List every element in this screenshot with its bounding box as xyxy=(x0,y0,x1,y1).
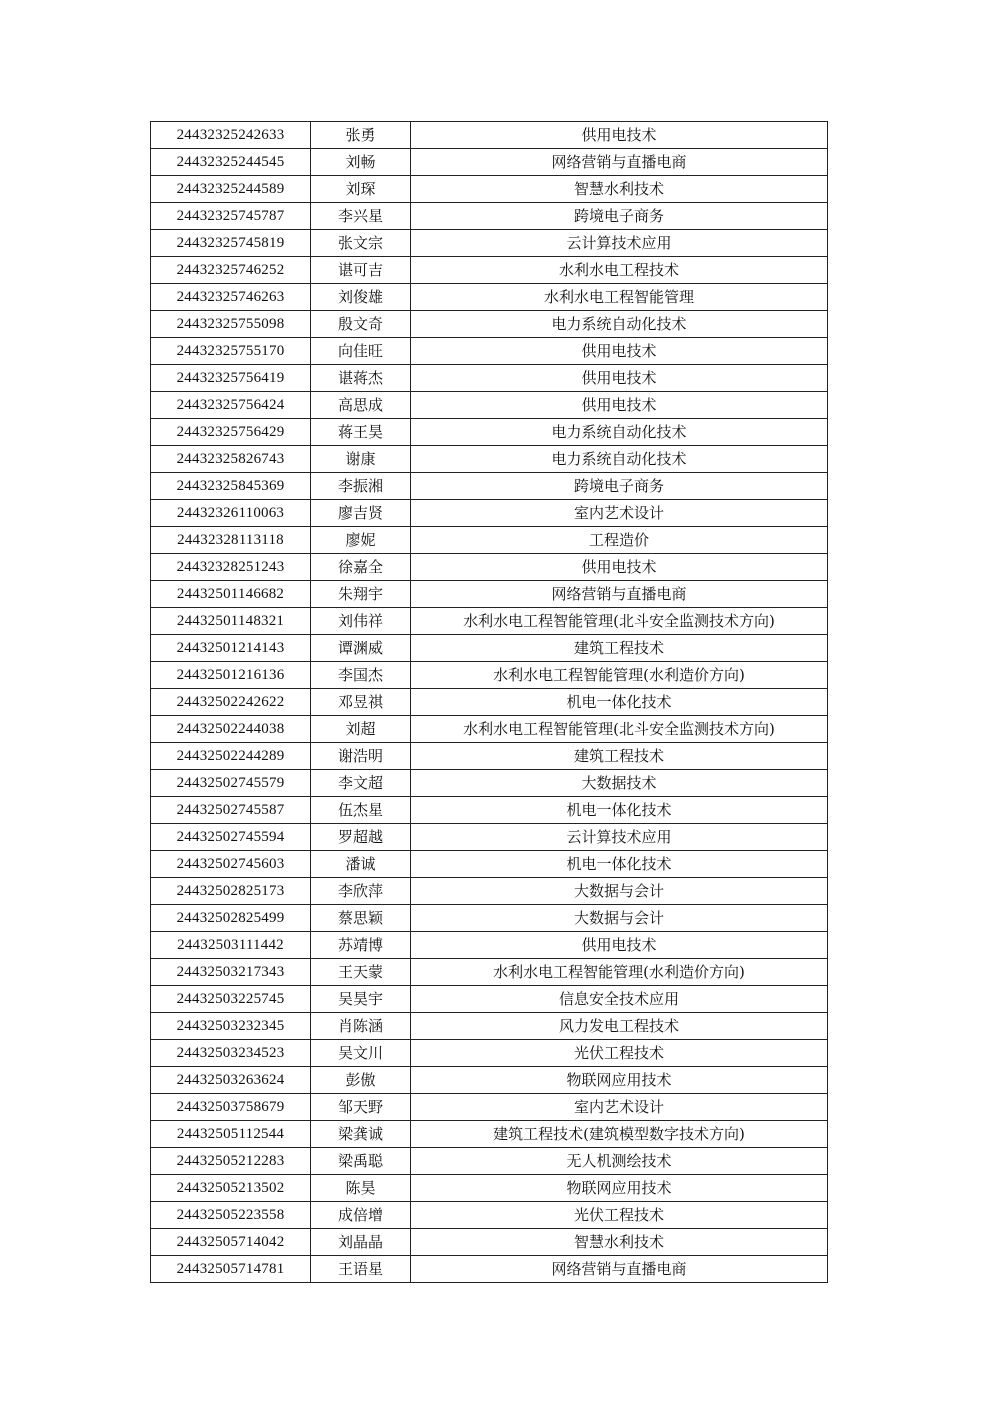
major-cell: 供用电技术 xyxy=(411,338,828,365)
table-row xyxy=(151,500,828,527)
student-name-cell: 刘琛 xyxy=(311,176,411,203)
major-cell: 无人机测绘技术 xyxy=(411,1148,828,1175)
table-row xyxy=(151,203,828,230)
table-row xyxy=(151,446,828,473)
table-row xyxy=(151,473,828,500)
table-row xyxy=(151,986,828,1013)
student-id-cell: 24432502745579 xyxy=(151,770,311,797)
major-cell: 智慧水利技术 xyxy=(411,1229,828,1256)
student-major-table xyxy=(150,121,828,1283)
student-id-cell: 24432328113118 xyxy=(151,527,311,554)
student-name-cell: 李欣萍 xyxy=(311,878,411,905)
student-name-cell: 肖陈涵 xyxy=(311,1013,411,1040)
major-cell: 信息安全技术应用 xyxy=(411,986,828,1013)
major-cell: 云计算技术应用 xyxy=(411,824,828,851)
student-id-cell: 24432505212283 xyxy=(151,1148,311,1175)
major-cell: 供用电技术 xyxy=(411,554,828,581)
student-id-cell: 24432325755098 xyxy=(151,311,311,338)
table-row xyxy=(151,608,828,635)
table-row xyxy=(151,1121,828,1148)
student-id-cell: 24432325756424 xyxy=(151,392,311,419)
table-row xyxy=(151,284,828,311)
student-name-cell: 彭傲 xyxy=(311,1067,411,1094)
student-name-cell: 梁龚诚 xyxy=(311,1121,411,1148)
major-cell: 网络营销与直播电商 xyxy=(411,149,828,176)
table-row xyxy=(151,392,828,419)
table-row xyxy=(151,932,828,959)
major-cell: 大数据与会计 xyxy=(411,878,828,905)
major-cell: 光伏工程技术 xyxy=(411,1040,828,1067)
student-name-cell: 刘晶晶 xyxy=(311,1229,411,1256)
major-cell: 光伏工程技术 xyxy=(411,1202,828,1229)
major-cell: 网络营销与直播电商 xyxy=(411,1256,828,1283)
major-cell: 供用电技术 xyxy=(411,932,828,959)
student-name-cell: 谭渊威 xyxy=(311,635,411,662)
student-name-cell: 谢康 xyxy=(311,446,411,473)
table-row xyxy=(151,1067,828,1094)
student-name-cell: 向佳旺 xyxy=(311,338,411,365)
student-name-cell: 梁禹聪 xyxy=(311,1148,411,1175)
table-row xyxy=(151,122,828,149)
student-name-cell: 张文宗 xyxy=(311,230,411,257)
table-row xyxy=(151,1202,828,1229)
student-name-cell: 谌可吉 xyxy=(311,257,411,284)
table-row xyxy=(151,1175,828,1202)
student-id-cell: 24432503263624 xyxy=(151,1067,311,1094)
major-cell: 电力系统自动化技术 xyxy=(411,311,828,338)
student-id-cell: 24432503225745 xyxy=(151,986,311,1013)
student-name-cell: 罗超越 xyxy=(311,824,411,851)
student-id-cell: 24432505213502 xyxy=(151,1175,311,1202)
table-row xyxy=(151,905,828,932)
major-cell: 工程造价 xyxy=(411,527,828,554)
table-row xyxy=(151,1094,828,1121)
student-id-cell: 24432325845369 xyxy=(151,473,311,500)
student-id-cell: 24432502745587 xyxy=(151,797,311,824)
student-name-cell: 潘诚 xyxy=(311,851,411,878)
table-row xyxy=(151,554,828,581)
table-row xyxy=(151,581,828,608)
student-id-cell: 24432501146682 xyxy=(151,581,311,608)
student-name-cell: 王天蒙 xyxy=(311,959,411,986)
student-id-cell: 24432328251243 xyxy=(151,554,311,581)
major-cell: 供用电技术 xyxy=(411,392,828,419)
student-id-cell: 24432503234523 xyxy=(151,1040,311,1067)
student-name-cell: 苏靖博 xyxy=(311,932,411,959)
major-cell: 云计算技术应用 xyxy=(411,230,828,257)
student-name-cell: 朱翔宇 xyxy=(311,581,411,608)
student-name-cell: 蒋王昊 xyxy=(311,419,411,446)
major-cell: 室内艺术设计 xyxy=(411,500,828,527)
student-name-cell: 吴昊宇 xyxy=(311,986,411,1013)
student-id-cell: 24432505112544 xyxy=(151,1121,311,1148)
student-name-cell: 高思成 xyxy=(311,392,411,419)
table-row xyxy=(151,1256,828,1283)
table-row xyxy=(151,878,828,905)
major-cell: 电力系统自动化技术 xyxy=(411,446,828,473)
major-cell: 建筑工程技术 xyxy=(411,635,828,662)
student-id-cell: 24432502825499 xyxy=(151,905,311,932)
major-cell: 物联网应用技术 xyxy=(411,1067,828,1094)
table-row xyxy=(151,1148,828,1175)
student-id-cell: 24432325746252 xyxy=(151,257,311,284)
table-row xyxy=(151,770,828,797)
major-cell: 供用电技术 xyxy=(411,122,828,149)
major-cell: 机电一体化技术 xyxy=(411,851,828,878)
student-id-cell: 24432325244589 xyxy=(151,176,311,203)
student-name-cell: 谌蒋杰 xyxy=(311,365,411,392)
student-name-cell: 李振湘 xyxy=(311,473,411,500)
major-cell: 水利水电工程智能管理(北斗安全监测技术方向) xyxy=(411,716,828,743)
student-id-cell: 24432503232345 xyxy=(151,1013,311,1040)
student-name-cell: 刘超 xyxy=(311,716,411,743)
student-name-cell: 邓昱祺 xyxy=(311,689,411,716)
student-name-cell: 张勇 xyxy=(311,122,411,149)
table-row xyxy=(151,527,828,554)
table-row xyxy=(151,419,828,446)
student-name-cell: 刘俊雄 xyxy=(311,284,411,311)
student-id-cell: 24432503217343 xyxy=(151,959,311,986)
student-name-cell: 殷文奇 xyxy=(311,311,411,338)
student-name-cell: 吴文川 xyxy=(311,1040,411,1067)
table-row xyxy=(151,230,828,257)
table-row xyxy=(151,365,828,392)
student-name-cell: 伍杰星 xyxy=(311,797,411,824)
major-cell: 机电一体化技术 xyxy=(411,797,828,824)
major-cell: 跨境电子商务 xyxy=(411,203,828,230)
table-row xyxy=(151,689,828,716)
student-id-cell: 24432325244545 xyxy=(151,149,311,176)
table-row xyxy=(151,635,828,662)
student-id-cell: 24432325755170 xyxy=(151,338,311,365)
student-id-cell: 24432505714042 xyxy=(151,1229,311,1256)
major-cell: 网络营销与直播电商 xyxy=(411,581,828,608)
major-cell: 风力发电工程技术 xyxy=(411,1013,828,1040)
student-name-cell: 陈昊 xyxy=(311,1175,411,1202)
major-cell: 机电一体化技术 xyxy=(411,689,828,716)
student-name-cell: 成倍增 xyxy=(311,1202,411,1229)
major-cell: 水利水电工程智能管理(北斗安全监测技术方向) xyxy=(411,608,828,635)
table-row xyxy=(151,1040,828,1067)
student-id-cell: 24432502745594 xyxy=(151,824,311,851)
student-name-cell: 蔡思颖 xyxy=(311,905,411,932)
major-cell: 建筑工程技术 xyxy=(411,743,828,770)
student-id-cell: 24432502745603 xyxy=(151,851,311,878)
major-cell: 物联网应用技术 xyxy=(411,1175,828,1202)
student-name-cell: 刘伟祥 xyxy=(311,608,411,635)
table-row xyxy=(151,149,828,176)
major-cell: 建筑工程技术(建筑模型数字技术方向) xyxy=(411,1121,828,1148)
student-id-cell: 24432325745787 xyxy=(151,203,311,230)
student-id-cell: 24432502244038 xyxy=(151,716,311,743)
table-row xyxy=(151,743,828,770)
table-row xyxy=(151,662,828,689)
table-row xyxy=(151,824,828,851)
student-name-cell: 徐嘉全 xyxy=(311,554,411,581)
student-id-cell: 24432325756419 xyxy=(151,365,311,392)
major-cell: 水利水电工程智能管理 xyxy=(411,284,828,311)
student-name-cell: 王语星 xyxy=(311,1256,411,1283)
major-cell: 大数据与会计 xyxy=(411,905,828,932)
student-name-cell: 李文超 xyxy=(311,770,411,797)
table-row xyxy=(151,851,828,878)
student-id-cell: 24432503758679 xyxy=(151,1094,311,1121)
major-cell: 室内艺术设计 xyxy=(411,1094,828,1121)
table-row xyxy=(151,716,828,743)
major-cell: 水利水电工程智能管理(水利造价方向) xyxy=(411,662,828,689)
student-name-cell: 廖妮 xyxy=(311,527,411,554)
student-id-cell: 24432501214143 xyxy=(151,635,311,662)
student-id-cell: 24432505714781 xyxy=(151,1256,311,1283)
student-name-cell: 刘畅 xyxy=(311,149,411,176)
student-name-cell: 李国杰 xyxy=(311,662,411,689)
student-id-cell: 24432505223558 xyxy=(151,1202,311,1229)
student-id-cell: 24432325756429 xyxy=(151,419,311,446)
student-id-cell: 24432501148321 xyxy=(151,608,311,635)
student-id-cell: 24432325826743 xyxy=(151,446,311,473)
student-id-cell: 24432325745819 xyxy=(151,230,311,257)
student-name-cell: 李兴星 xyxy=(311,203,411,230)
student-name-cell: 廖吉贤 xyxy=(311,500,411,527)
table-row xyxy=(151,959,828,986)
table-row xyxy=(151,797,828,824)
student-id-cell: 24432502825173 xyxy=(151,878,311,905)
table-row xyxy=(151,257,828,284)
major-cell: 电力系统自动化技术 xyxy=(411,419,828,446)
major-cell: 水利水电工程技术 xyxy=(411,257,828,284)
table-row xyxy=(151,338,828,365)
major-cell: 水利水电工程智能管理(水利造价方向) xyxy=(411,959,828,986)
student-id-cell: 24432501216136 xyxy=(151,662,311,689)
major-cell: 大数据技术 xyxy=(411,770,828,797)
student-name-cell: 谢浩明 xyxy=(311,743,411,770)
student-id-cell: 24432325242633 xyxy=(151,122,311,149)
major-cell: 跨境电子商务 xyxy=(411,473,828,500)
student-id-cell: 24432502244289 xyxy=(151,743,311,770)
table-row xyxy=(151,176,828,203)
table-row xyxy=(151,311,828,338)
table-body xyxy=(151,122,828,1283)
student-id-cell: 24432502242622 xyxy=(151,689,311,716)
student-id-cell: 24432325746263 xyxy=(151,284,311,311)
table-row xyxy=(151,1229,828,1256)
major-cell: 智慧水利技术 xyxy=(411,176,828,203)
student-id-cell: 24432326110063 xyxy=(151,500,311,527)
student-name-cell: 邹天野 xyxy=(311,1094,411,1121)
table-row xyxy=(151,1013,828,1040)
student-id-cell: 24432503111442 xyxy=(151,932,311,959)
major-cell: 供用电技术 xyxy=(411,365,828,392)
